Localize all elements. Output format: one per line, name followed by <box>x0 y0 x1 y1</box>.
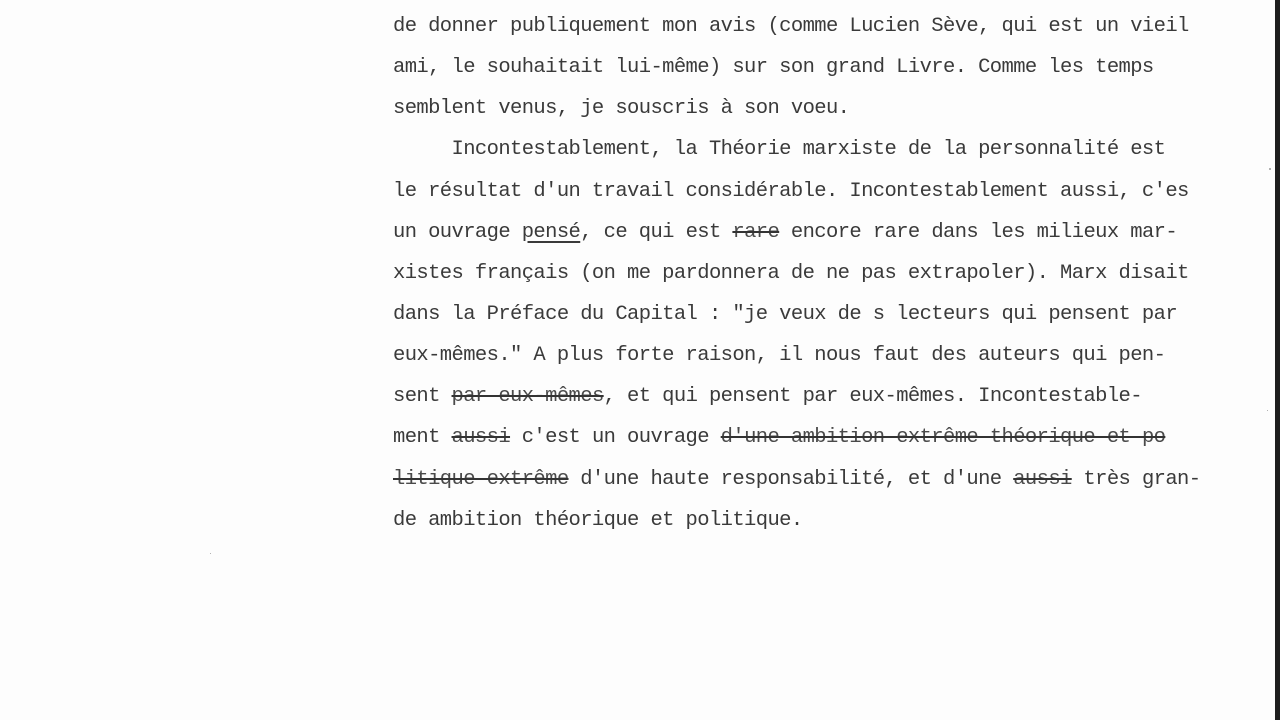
text-line <box>393 459 1233 500</box>
struck-through-text: par eux-mêmes <box>451 385 604 409</box>
text-segment: , ce qui est <box>580 220 733 244</box>
scan-speck <box>1267 410 1268 411</box>
text-segment: ment <box>393 426 452 450</box>
text-segment: , et qui pensent par eux-mêmes. Incontestable- <box>603 385 1142 409</box>
text-segment: de donner publiquement mon avis (comme Lucien Sève, qui est un vieil <box>393 15 1189 38</box>
text-segment: semblent venus, je souscris à son voeu. <box>393 97 850 121</box>
text-segment: encore rare dans les milieux mar- <box>779 220 1178 244</box>
text-segment: xistes français (on me pardonnera de ne pas extrapoler). Marx disait <box>393 261 1189 285</box>
text-segment: Incontestablement, la Théorie marxiste de la personnalité est <box>393 138 1166 162</box>
text-segment: très gran- <box>1071 467 1201 491</box>
scan-speck <box>1269 168 1271 170</box>
text-segment: un ouvrage <box>393 220 522 244</box>
text-segment: eux-mêmes." A plus forte raison, il nous faut des auteurs qui pen- <box>393 344 1166 368</box>
text-segment: c'est un ouvrage <box>510 426 721 450</box>
text-line <box>393 6 1233 47</box>
text-segment: dans la Préface du Capital : "je veux de s lecteurs qui pensent par <box>393 302 1178 326</box>
text-line <box>393 417 1233 458</box>
struck-through-text: d'une ambition extrême théorique et po <box>720 426 1166 450</box>
text-line <box>393 376 1233 417</box>
text-line <box>393 129 1233 170</box>
body-text <box>393 6 1233 541</box>
underlined-word: pensé <box>521 220 581 244</box>
text-line <box>393 88 1233 129</box>
text-segment: ami, le souhaitait lui-même) sur son grand Livre. Comme les temps <box>393 56 1154 80</box>
struck-through-text: rare <box>732 220 780 244</box>
text-segment: de ambition théorique et politique. <box>393 508 803 532</box>
struck-through-text: litique extrême <box>393 467 569 491</box>
scan-speck <box>210 553 211 554</box>
text-segment: d'une haute responsabilité, et d'une <box>568 467 1014 491</box>
text-line <box>393 500 1233 541</box>
struck-through-text: aussi <box>1013 467 1072 491</box>
text-segment: le résultat d'un travail considérable. Incontestablement aussi, c'es <box>393 179 1189 203</box>
text-segment: sent <box>393 385 452 409</box>
text-line <box>393 335 1233 376</box>
text-line <box>393 47 1233 88</box>
struck-through-text: aussi <box>451 426 511 450</box>
page-edge-border <box>1275 0 1280 720</box>
text-line <box>393 212 1233 253</box>
text-line <box>393 253 1233 294</box>
text-line <box>393 171 1233 212</box>
text-line <box>393 294 1233 335</box>
